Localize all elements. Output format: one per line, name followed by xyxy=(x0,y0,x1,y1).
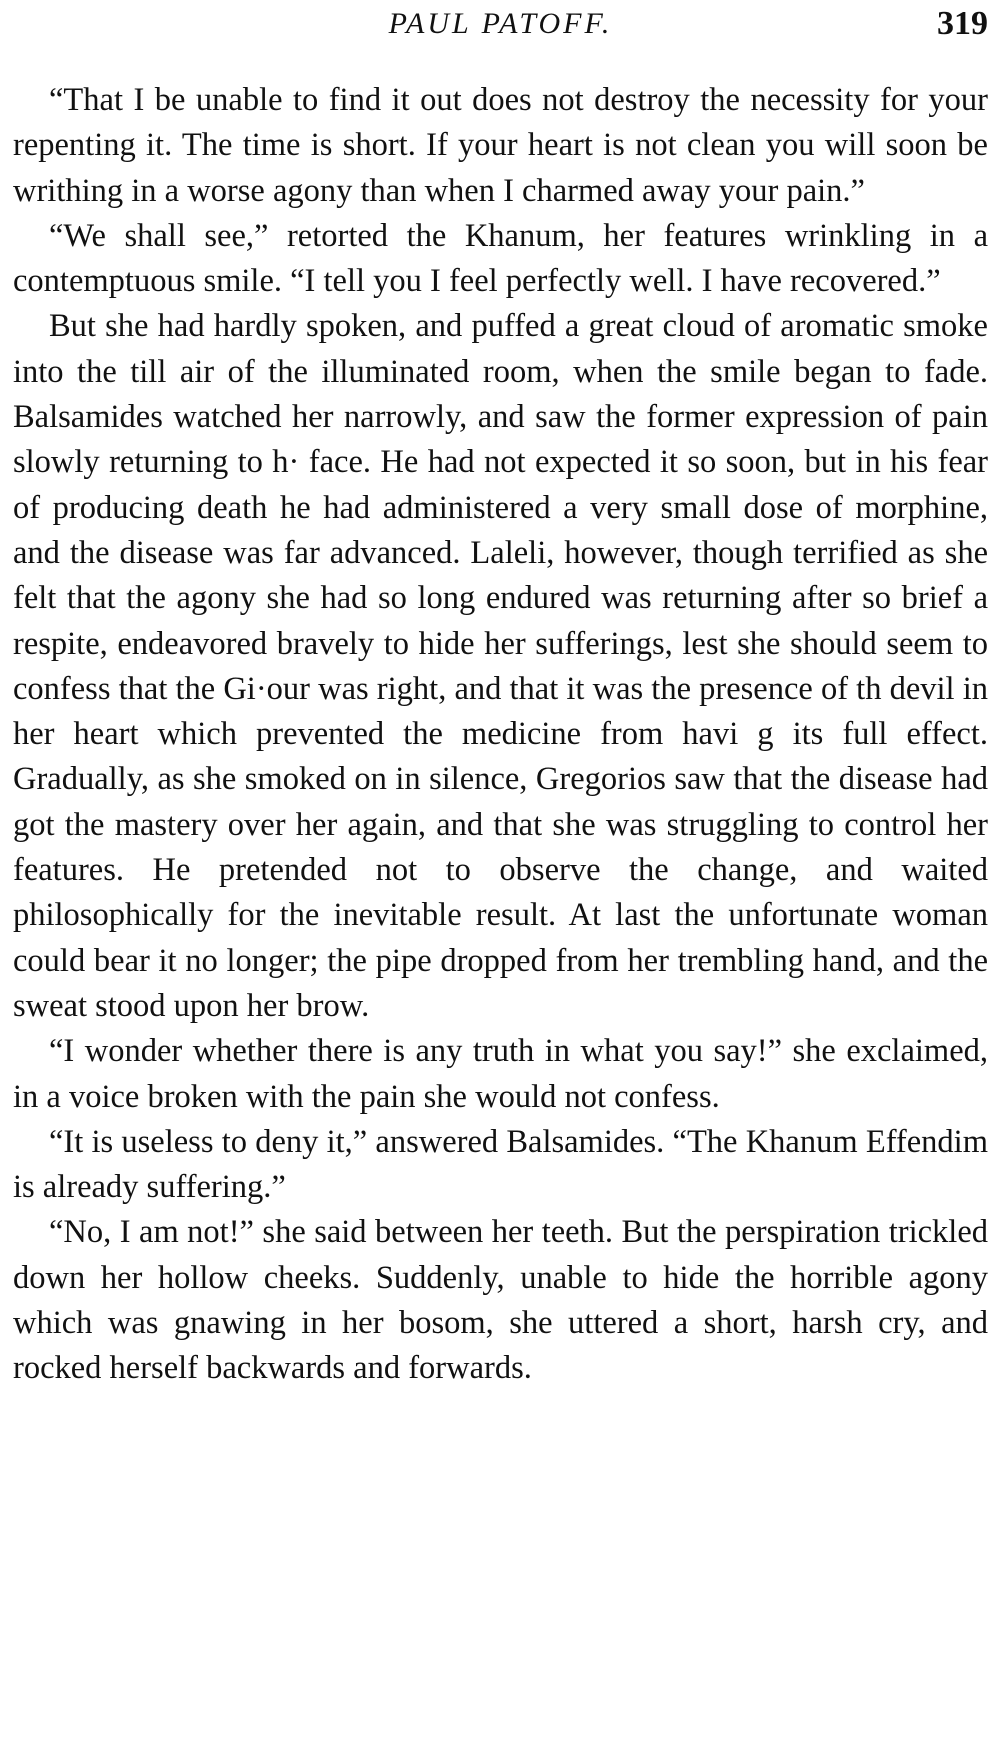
body-text xyxy=(13,78,988,1392)
paragraph: “It is useless to deny it,” answered Balsamides. “The Khanum Effendim is already suffering.” xyxy=(13,1123,988,1206)
paragraph: But she had hardly spoken, and puffed a great cloud of aromatic smoke into the till air of the illuminated room, when the smile began to fade. Balsamides watched her narrowly, and saw the former expression of pain slowly returning to h· face. He had not expected it so soon, but in his fear of producing death he had administered a very small dose of morphine, and the disease was far advanced. Laleli, however, though terrified as she felt that the agony she had so long endured was returning after so brief a respite, endeavored bravely to hide her sufferings, lest she should seem to confess that the Gi·our was right, and that it was the presence of th devil in her heart which prevented the medicine from havi g its full effect. Gradually, as she smoked on in silence, Gregorios saw that the disease had got the mastery over her again, and that she was struggling to control her features. He pretended not to observe the change, and waited philosophically for the inevitable result. At last the unfortunate woman could bear it no longer; the pipe dropped from her trembling hand, and the sweat stood upon her brow. xyxy=(13,308,988,1024)
page-number: 319 xyxy=(937,5,988,42)
paragraph: “We shall see,” retorted the Khanum, her features wrinkling in a contemptuous smile. “I tell you I feel perfectly well. I have recovered.” xyxy=(13,217,988,300)
paragraph: “I wonder whether there is any truth in what you say!” she exclaimed, in a voice broken with the pain she would not confess. xyxy=(13,1033,988,1115)
paragraph: “That I be unable to find it out does not destroy the necessity for your repenting it. The time is short. If your heart is not clean you will soon be writhing in a worse agony than when I charmed away your pain.” xyxy=(13,82,988,209)
page-header xyxy=(13,4,988,44)
paragraph: “No, I am not!” she said between her teeth. But the perspiration trickled down her hollow cheeks. Suddenly, unable to hide the horrible agony which was gnawing in her bosom, she uttered a short, harsh cry, and rocked herself backwards and forwards. xyxy=(13,1214,988,1387)
running-title: PAUL PATOFF. xyxy=(388,7,613,40)
